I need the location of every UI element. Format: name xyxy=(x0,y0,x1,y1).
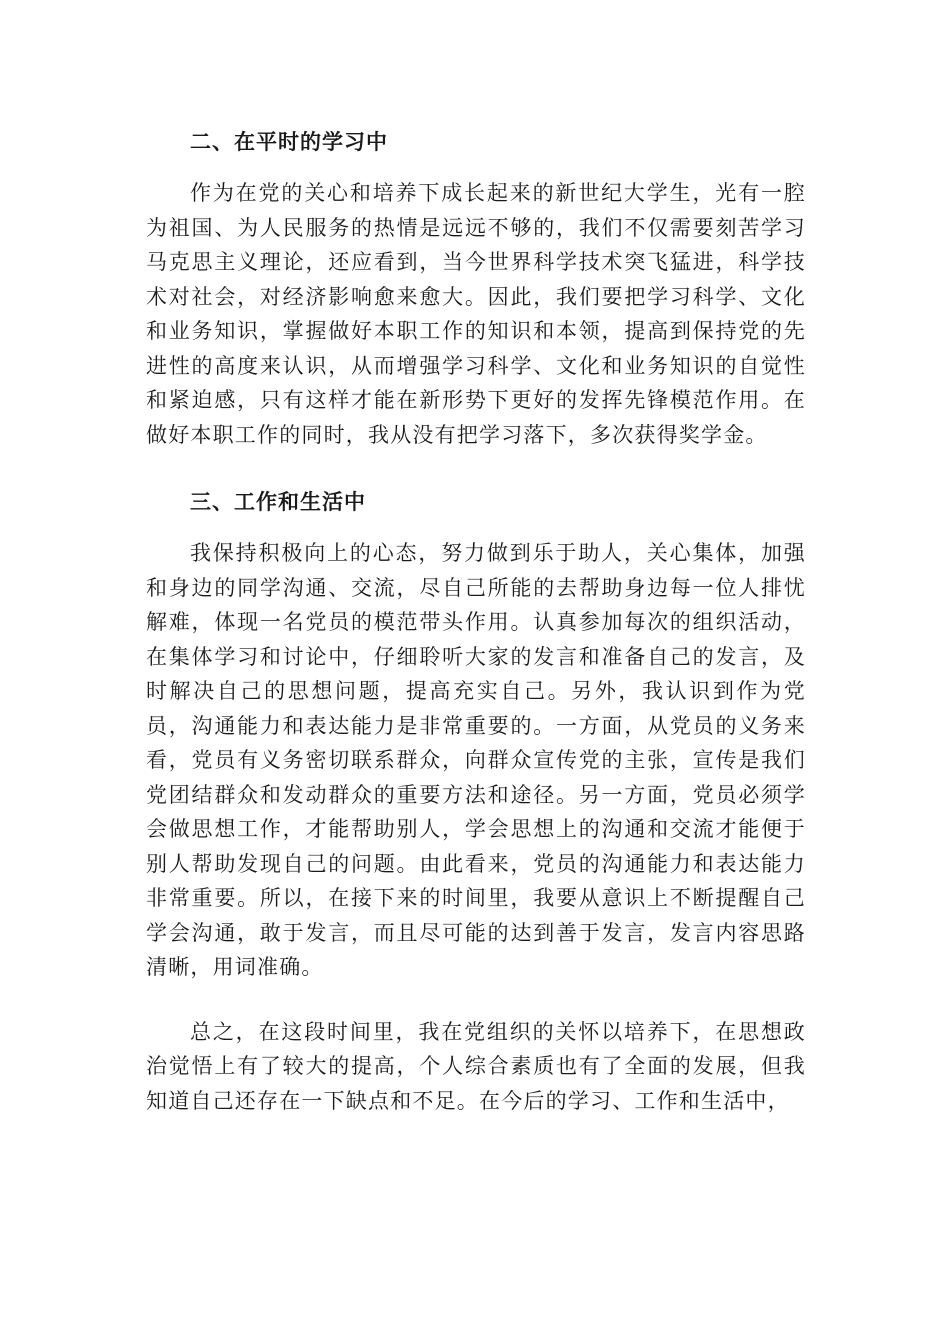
paragraph-conclusion: 总之，在这段时间里，我在党组织的关怀以培养下，在思想政治觉悟上有了较大的提高，个人综合素质也有了全面的发展，但我知道自己还存在一下缺点和不足。在今后的学习、工作和生活中， xyxy=(146,1019,806,1113)
document-page xyxy=(146,118,806,1118)
section-heading-study: 二、在平时的学习中 xyxy=(190,130,388,154)
paragraph-work-life: 我保持积极向上的心态，努力做到乐于助人，关心集体，加强和身边的同学沟通、交流，尽自己所能的去帮助身边每一位人排忧解难，体现一名党员的模范带头作用。认真参加每次的组织活动，在集体学习和讨论中，仔细聆听大家的发言和准备自己的发言，及时解决自己的思想问题，提高充实自己。另外，我认识到作为党员，沟通能力和表达能力是非常重要的。一方面，从党员的义务来看，党员有义务密切联系群众，向群众宣传党的主张，宣传是我们党团结群众和发动群众的重要方法和途径。另一方面，党员必须学会做思想工作，才能帮助别人，学会思想上的沟通和交流才能便于别人帮助发现自己的问题。由此看来，党员的沟通能力和表达能力非常重要。所以，在接下来的时间里，我要从意识上不断提醒自己学会沟通，敢于发言，而且尽可能的达到善于发言，发言内容思路清晰，用词准确。 xyxy=(146,541,806,979)
paragraph-study: 作为在党的关心和培养下成长起来的新世纪大学生，光有一腔为祖国、为人民服务的热情是远远不够的，我们不仅需要刻苦学习马克思主义理论，还应看到，当今世界科学技术突飞猛进，科学技术对社会，对经济影响愈来愈大。因此，我们要把学习科学、文化和业务知识，掌握做好本职工作的知识和本领，提高到保持党的先进性的高度来认识，从而增强学习科学、文化和业务知识的自觉性和紧迫感，只有这样才能在新形势下更好的发挥先锋模范作用。在做好本职工作的同时，我从没有把学习落下，多次获得奖学金。 xyxy=(146,181,806,447)
section-heading-work-life: 三、工作和生活中 xyxy=(190,490,366,514)
